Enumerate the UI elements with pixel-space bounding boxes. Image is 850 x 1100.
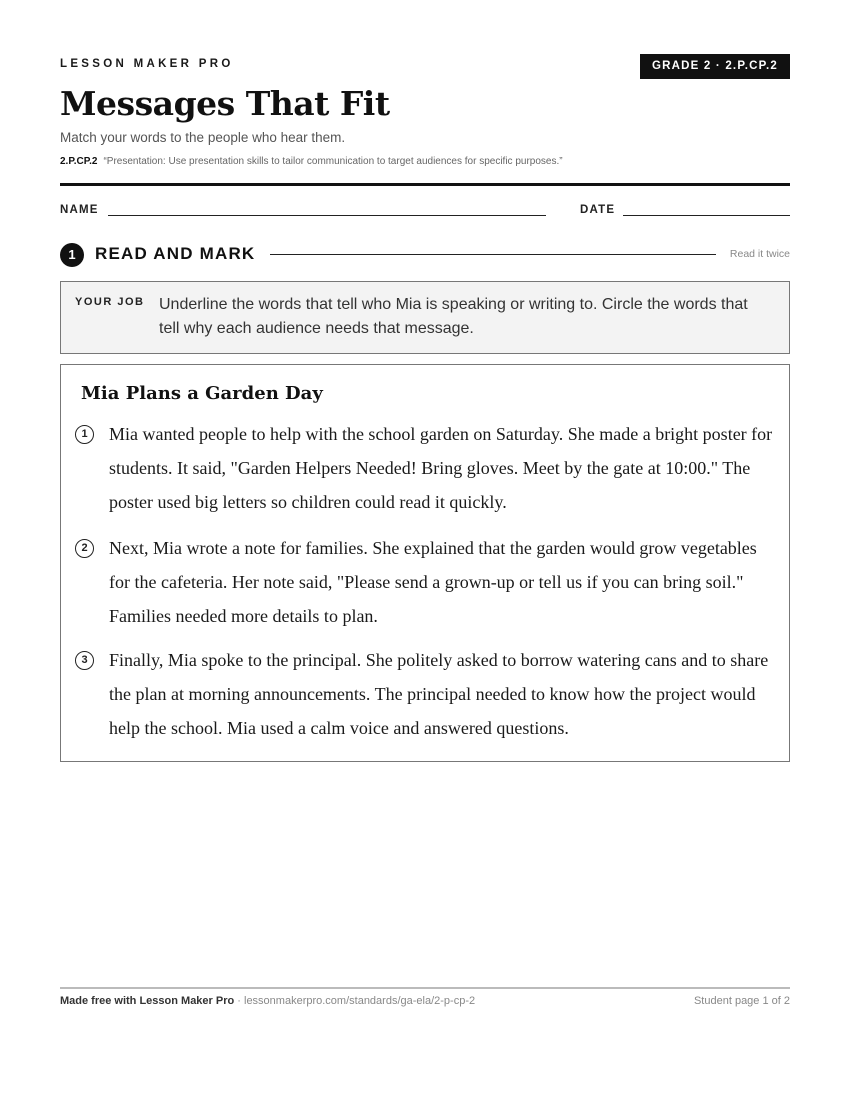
instructions-text: Underline the words that tell who Mia is speaking or writing to. Circle the words that tell why each audience needs that message. bbox=[159, 296, 748, 337]
paragraph-text: Next, Mia wrote a note for families. She explained that the garden would grow vegetables for the cafeteria. Her note said, "Please send a grown-up or tell us if you can bring soil." Families needed more details to plan. bbox=[109, 538, 757, 626]
footer-url[interactable]: · lessonmakerpro.com/standards/ga-ela/2-p-cp-2 bbox=[234, 995, 476, 1007]
section-divider bbox=[270, 254, 716, 255]
name-field[interactable] bbox=[108, 215, 546, 216]
page-subtitle: Match your words to the people who hear them. bbox=[60, 130, 346, 145]
instructions-label: YOUR JOB bbox=[75, 296, 145, 308]
page-title: Messages That Fit bbox=[60, 84, 390, 123]
footer-credit bbox=[60, 995, 475, 1007]
brand-name: LESSON MAKER PRO bbox=[60, 58, 234, 70]
date-field[interactable] bbox=[623, 215, 790, 216]
section-note: Read it twice bbox=[729, 248, 790, 260]
paragraph-text: Mia wanted people to help with the school garden on Saturday. She made a bright poster for students. It said, "Garden Helpers Needed! Bring gloves. Meet by the gate at 10:00." The poster used big letters so children could read it quickly. bbox=[109, 424, 773, 512]
standard-line bbox=[60, 156, 563, 167]
story-box bbox=[60, 364, 790, 762]
date-label: DATE bbox=[580, 204, 616, 216]
footer-divider bbox=[60, 987, 790, 989]
paragraph-number-badge: 3 bbox=[75, 651, 94, 670]
paragraph-number-badge: 2 bbox=[75, 539, 94, 558]
name-label: NAME bbox=[60, 204, 99, 216]
instructions-box bbox=[60, 281, 790, 354]
footer-page-number: Student page 1 of 2 bbox=[693, 995, 790, 1007]
standard-code: 2.P.CP.2 bbox=[60, 156, 98, 167]
footer-made-with: Made free with Lesson Maker Pro bbox=[60, 995, 235, 1007]
story-title: Mia Plans a Garden Day bbox=[81, 383, 323, 404]
standard-text: “Presentation: Use presentation skills to tailor communication to target audiences for specific purposes.” bbox=[103, 156, 563, 167]
section-title: READ AND MARK bbox=[95, 244, 256, 263]
grade-badge: GRADE 2 · 2.P.CP.2 bbox=[640, 54, 790, 79]
paragraph-text: Finally, Mia spoke to the principal. She politely asked to borrow watering cans and to share the plan at morning announcements. The principal needed to know how the project would help the school. Mia used a calm voice and answered questions. bbox=[109, 650, 769, 738]
paragraph-number-badge: 1 bbox=[75, 425, 94, 444]
worksheet-page bbox=[60, 0, 790, 1100]
section-number-badge: 1 bbox=[60, 243, 84, 267]
header-divider bbox=[60, 183, 790, 186]
